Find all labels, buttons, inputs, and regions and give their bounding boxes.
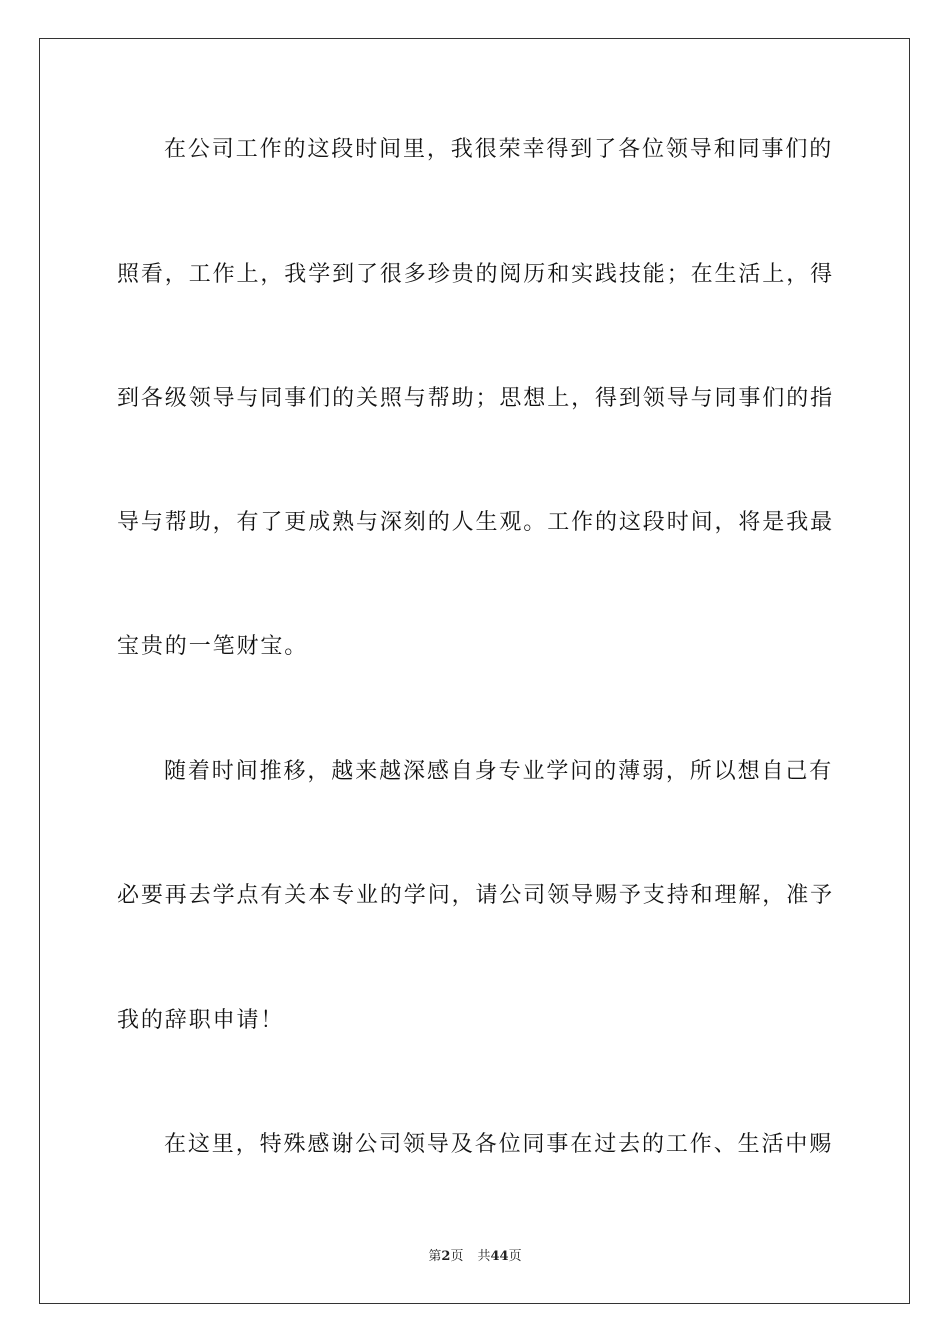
paragraph-1-line-2: 照看，工作上，我学到了很多珍贵的阅历和实践技能；在生活上，得	[117, 262, 835, 287]
paragraph-2-line-1: 随着时间推移，越来越深感自身专业学问的薄弱，所以想自己有	[164, 759, 834, 784]
page-suffix: 页	[450, 1249, 464, 1264]
total-prefix: 共	[477, 1249, 491, 1264]
paragraph-2-line-3: 我的辞职申请！	[117, 1008, 285, 1033]
paragraph-3-line-1: 在这里，特殊感谢公司领导及各位同事在过去的工作、生活中赐	[164, 1132, 834, 1157]
page-footer	[0, 1248, 950, 1266]
page-number: 2	[441, 1249, 451, 1264]
total-pages: 44	[490, 1249, 509, 1264]
paragraph-1-line-1: 在公司工作的这段时间里，我很荣幸得到了各位领导和同事们的	[164, 137, 834, 162]
paragraph-1-line-4: 导与帮助，有了更成熟与深刻的人生观。工作的这段时间，将是我最	[117, 510, 835, 535]
page-frame	[39, 38, 910, 1304]
paragraph-2-line-2: 必要再去学点有关本专业的学问，请公司领导赐予支持和理解，准予	[117, 883, 835, 908]
page-prefix: 第	[428, 1249, 442, 1264]
paragraph-1-line-5: 宝贵的一笔财宝。	[117, 634, 309, 659]
paragraph-1-line-3: 到各级领导与同事们的关照与帮助；思想上，得到领导与同事们的指	[117, 386, 835, 411]
total-suffix: 页	[508, 1249, 522, 1264]
